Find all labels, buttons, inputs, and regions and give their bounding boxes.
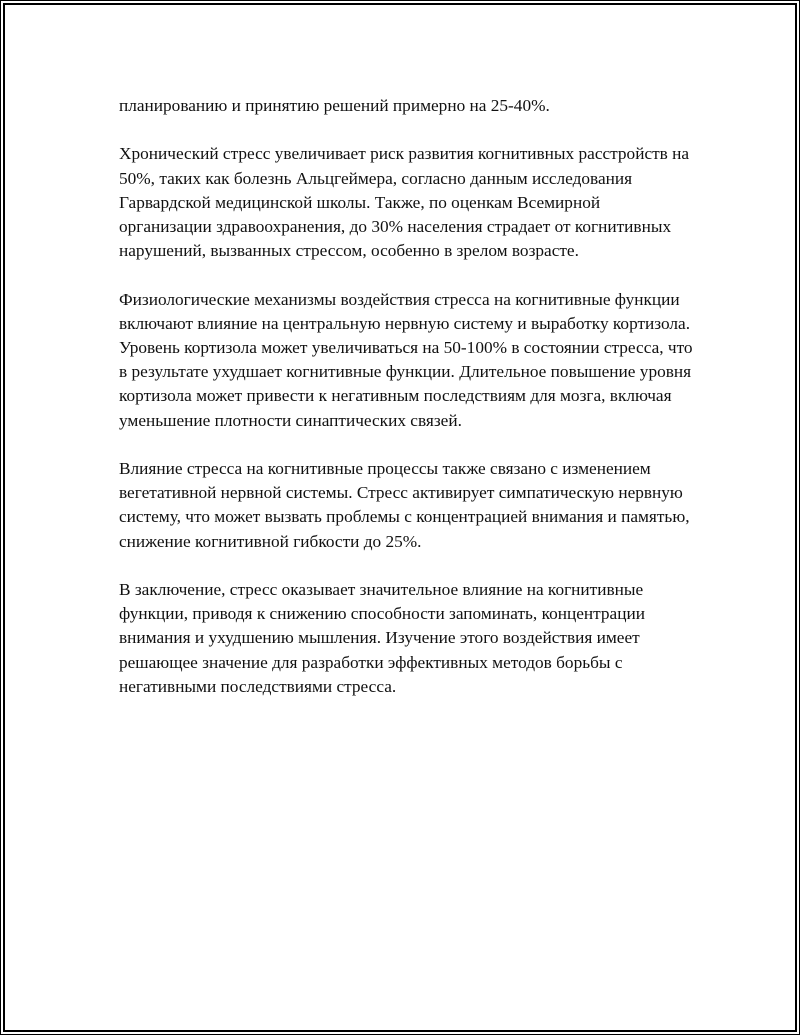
paragraph-physiological-mechanisms: Физиологические механизмы воздействия стресса на когнитивные функции включают влияние на центральную нервную систему и выработку кортизола. Уровень кортизола может увеличиваться на 50-100% в состоянии стресса, что в результате ухудшает когнитивные функции. Длительное повышение уровня кортизола может привести к негативным последствиям для мозга, включая уменьшение плотности синаптических связей.: [119, 289, 693, 430]
paragraph-autonomic-system: Влияние стресса на когнитивные процессы также связано с изменением вегетативной нервной системы. Стресс активирует симпатическую нервную систему, что может вызвать проблемы с концентрацией внимания и памятью, снижение когнитивной гибкости до 25%.: [119, 459, 690, 551]
paragraph-chronic-stress: Хронический стресс увеличивает риск развития когнитивных расстройств на 50%, таких как болезнь Альцгеймера, согласно данным исследования Гарвардской медицинской школы. Также, по оценкам Всемирной организации здравоохранения, до 30% населения страдает от когнитивных нарушений, вызванных стрессом, особенно в зрелом возрасте.: [119, 144, 690, 261]
paragraph-conclusion: В заключение, стресс оказывает значительное влияние на когнитивные функции, приводя к снижению способности запоминать, концентрации внимания и ухудшению мышления. Изучение этого воздействия имеет решающее значение для разработки эффективных методов борьбы с негативными последствиями стресса.: [119, 580, 645, 696]
document-body: [119, 94, 693, 723]
paragraph-continuation: планированию и принятию решений примерно на 25-40%.: [119, 96, 550, 115]
